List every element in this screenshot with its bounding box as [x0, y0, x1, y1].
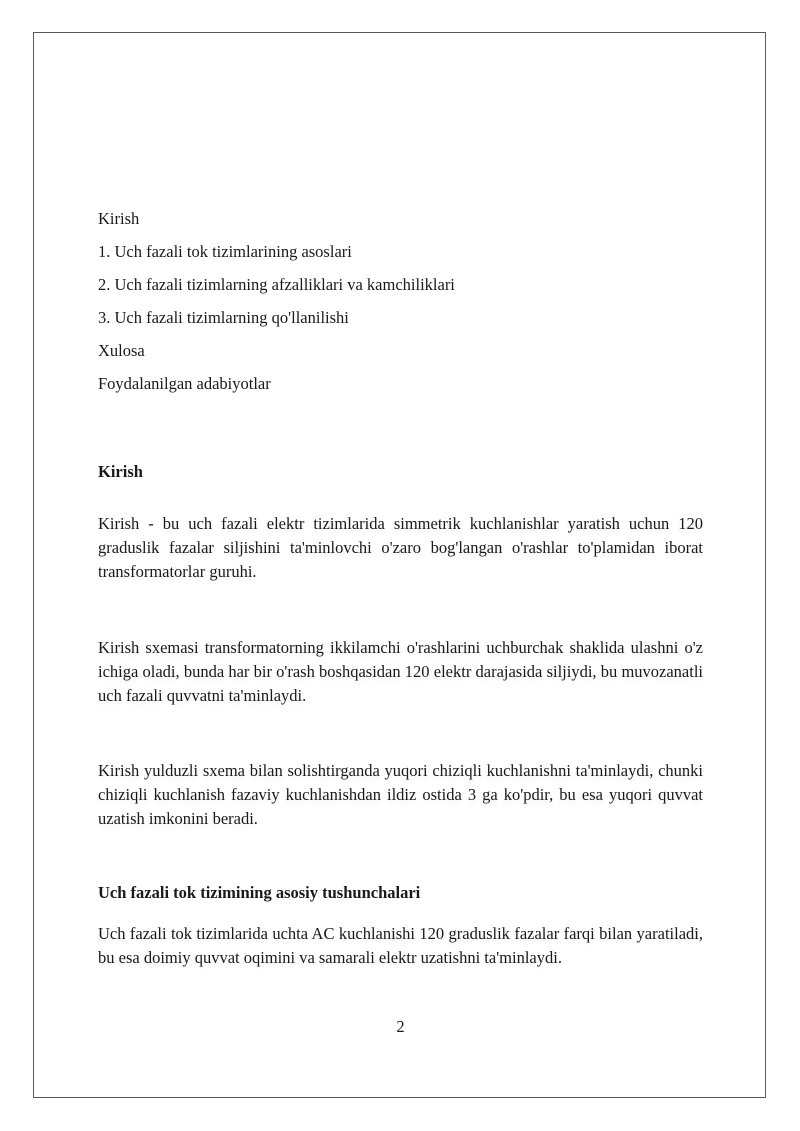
page-number: 2 [396, 1017, 405, 1036]
paragraph: Kirish - bu uch fazali elektr tizimlarida simmetrik kuchlanishlar yaratish uchun 120 graduslik fazalar siljishini ta'minlovchi o'zaro bog'langan o'rashlar to'plamidan iborat transformatorlar guruhi. [98, 514, 703, 581]
paragraph: Kirish yulduzli sxema bilan solishtirganda yuqori chiziqli kuchlanishni ta'minlaydi, chunki chiziqli kuchlanish fazaviy kuchlanishdan ildiz ostida 3 ga ko'pdir, bu esa yuqori quvvat uzatish imkonini beradi. [98, 761, 703, 828]
toc-item-conclusion: Xulosa [98, 341, 145, 360]
table-of-contents [98, 202, 708, 400]
section-heading-introduction: Kirish [98, 462, 143, 481]
toc-item-references: Foydalanilgan adabiyotlar [98, 374, 271, 393]
toc-item-chapter-2: 2. Uch fazali tizimlarning afzalliklari va kamchiliklari [98, 275, 455, 294]
paragraph: Uch fazali tok tizimlarida uchta AC kuchlanishi 120 graduslik fazalar farqi bilan yaratiladi, bu esa doimiy quvvat oqimini va samarali elektr uzatishni ta'minlaydi. [98, 924, 703, 967]
toc-item-chapter-1: 1. Uch fazali tok tizimlarining asoslari [98, 242, 352, 261]
document-page [33, 32, 766, 1098]
paragraph: Kirish sxemasi transformatorning ikkilamchi o'rashlarini uchburchak shaklida ulashni o'z ichiga oladi, bunda har bir o'rash boshqasidan 120 elektr darajasida siljiydi, bu muvozanatli uch fazali quvvatni ta'minlaydi. [98, 638, 703, 705]
section-heading-basic-concepts: Uch fazali tok tizimining asosiy tushunchalari [98, 883, 421, 902]
toc-item-introduction: Kirish [98, 209, 140, 228]
toc-item-chapter-3: 3. Uch fazali tizimlarning qo'llanilishi [98, 308, 349, 327]
